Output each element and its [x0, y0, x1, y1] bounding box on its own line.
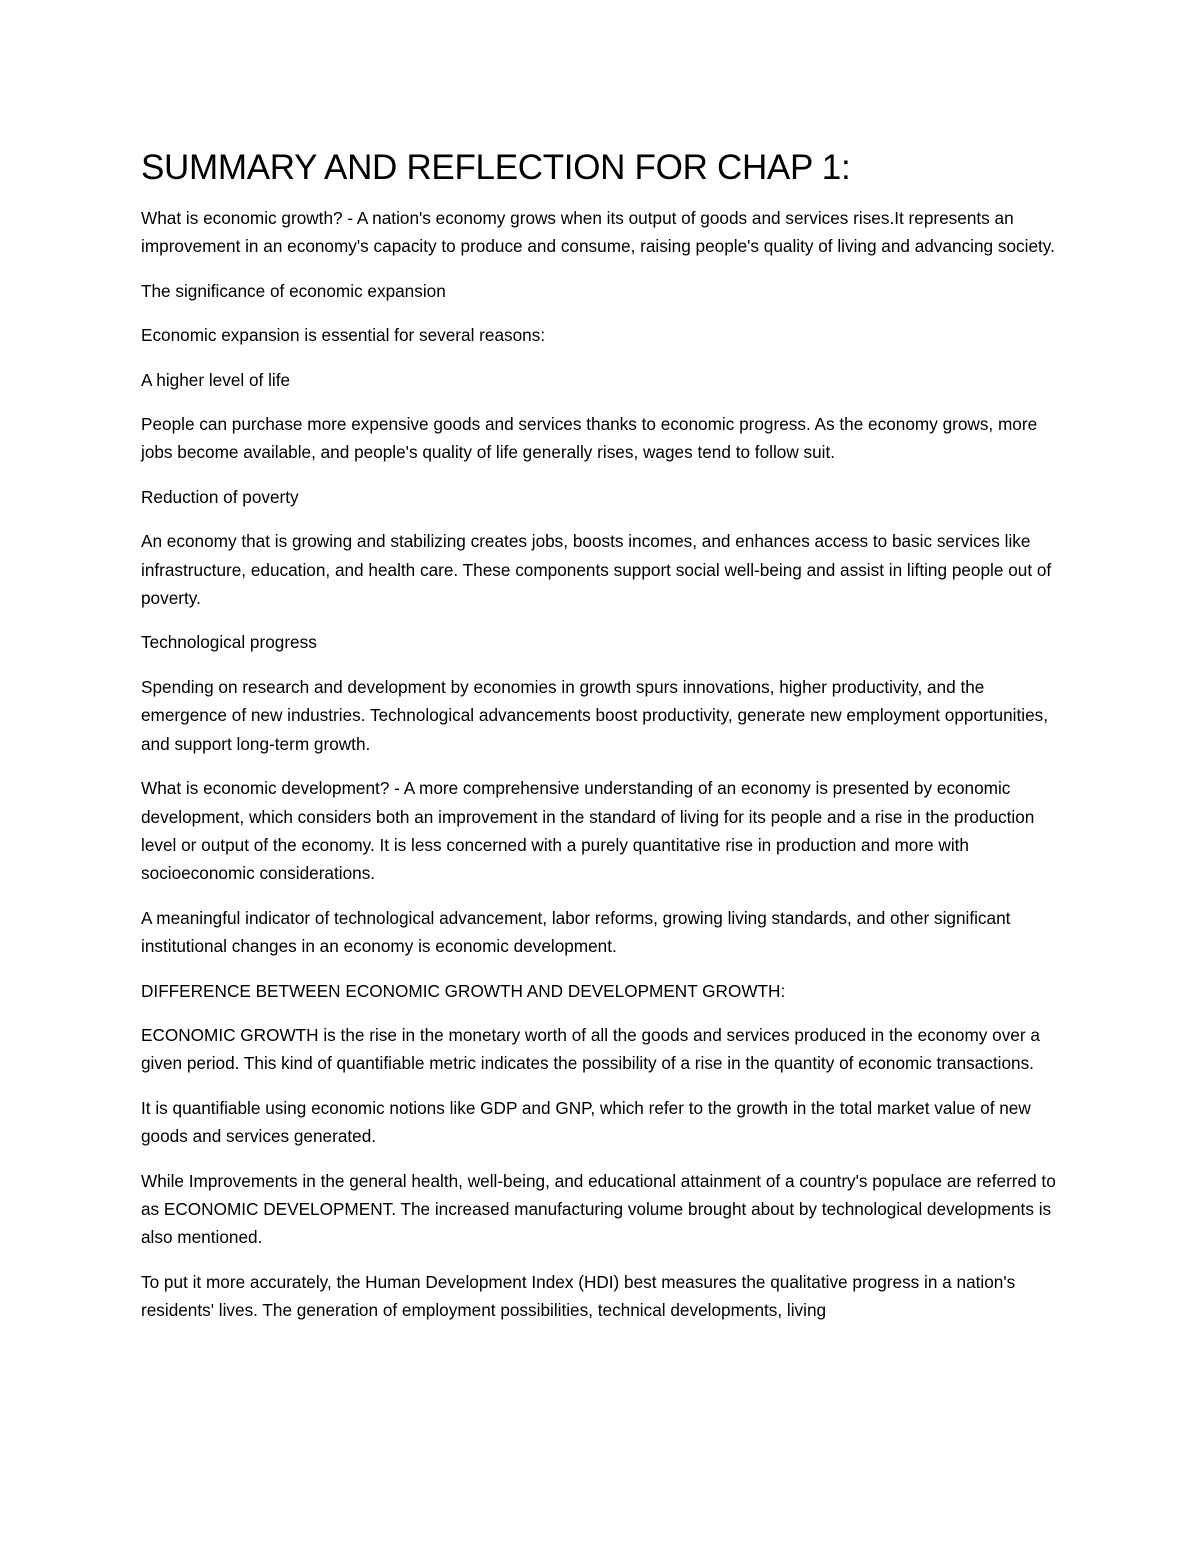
- heading-technological-progress: Technological progress: [141, 632, 317, 653]
- paragraph-quantifiable: It is quantifiable using economic notions like GDP and GNP, which refer to the growth in the total market value of new goods and services generated.: [141, 1097, 1031, 1147]
- document-body: [141, 146, 1063, 1341]
- paragraph-reduction-of-poverty: An economy that is growing and stabilizing creates jobs, boosts incomes, and enhances access to basic services like infrastructure, education, and health care. These components support social well-being and assist in lifting people out of poverty.: [141, 531, 1052, 609]
- paragraph-technological-progress: Spending on research and development by economies in growth spurs innovations, higher productivity, and the emergence of new industries. Technological advancements boost productivity, generate new employment opportunities, and support long-term growth.: [141, 676, 1048, 754]
- paragraph-economic-development-definition: What is economic development? - A more comprehensive understanding of an economy is presented by economic development, which considers both an improvement in the standard of living for its people and a rise in the production level or output of the economy. It is less concerned with a purely quantitative rise in production and more with socioeconomic considerations.: [141, 778, 1035, 884]
- paragraph-economic-growth-definition: What is economic growth? - A nation's economy grows when its output of goods and services rises.It represents an improvement in an economy's capacity to produce and consume, raising people's quality of living and advancing society.: [141, 208, 1055, 257]
- paragraph-higher-level-of-life: People can purchase more expensive goods and services thanks to economic progress. As the economy grows, more jobs become available, and people's quality of life generally rises, wages tend to follow suit.: [141, 414, 1038, 463]
- heading-difference: DIFFERENCE BETWEEN ECONOMIC GROWTH AND DEVELOPMENT GROWTH:: [141, 980, 786, 1001]
- heading-significance: The significance of economic expansion: [141, 280, 446, 301]
- heading-higher-level-of-life: A higher level of life: [141, 369, 291, 390]
- document-title: SUMMARY AND REFLECTION FOR CHAP 1:: [141, 148, 851, 187]
- heading-reduction-of-poverty: Reduction of poverty: [141, 486, 299, 507]
- paragraph-economic-development-improvements: While Improvements in the general health, well-being, and educational attainment of a country's populace are referred to as ECONOMIC DEVELOPMENT. The increased manufacturing volume brought about by technological developments is also mentioned.: [141, 1170, 1056, 1248]
- paragraph-meaningful-indicator: A meaningful indicator of technological advancement, labor reforms, growing living standards, and other significant institutional changes in an economy is economic development.: [141, 907, 1011, 957]
- paragraph-reasons-intro: Economic expansion is essential for several reasons:: [141, 325, 546, 346]
- paragraph-hdi: To put it more accurately, the Human Development Index (HDI) best measures the qualitative progress in a nation's residents' lives. The generation of employment possibilities, technical developments, living: [141, 1271, 1016, 1321]
- paragraph-economic-growth-rise: ECONOMIC GROWTH is the rise in the monetary worth of all the goods and services produced in the economy over a given period. This kind of quantifiable metric indicates the possibility of a rise in the quantity of economic transactions.: [141, 1024, 1040, 1074]
